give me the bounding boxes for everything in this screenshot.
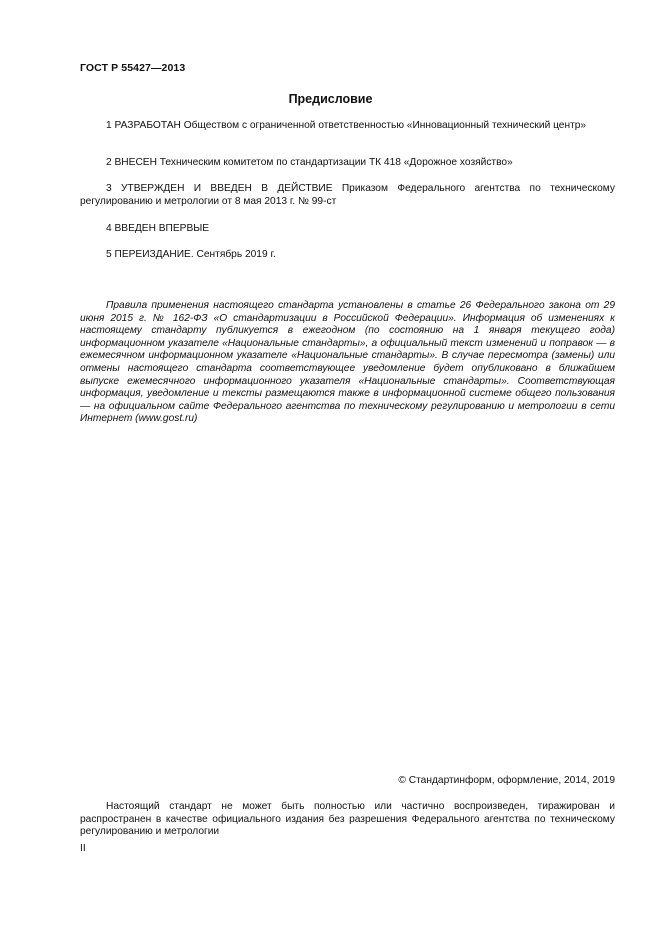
- section-title: Предисловие: [288, 92, 373, 106]
- standard-code: ГОСТ Р 55427—2013: [80, 62, 186, 74]
- foreword-item-3: [80, 183, 615, 208]
- foreword-item-5: [80, 249, 615, 262]
- foreword-item-1: [80, 120, 615, 133]
- foreword-item-text: 3 УТВЕРЖДЕН И ВВЕДЕН В ДЕЙСТВИЕ Приказом Федерального агентства по техническому регулированию и метрологии от 8 мая 2013 г. № 99-ст: [80, 183, 615, 207]
- page-number: II: [80, 843, 86, 854]
- copyright-line: © Стандартинформ, оформление, 2014, 2019: [398, 775, 615, 786]
- foreword-item-2: [80, 157, 615, 170]
- application-notice: [80, 300, 615, 426]
- foreword-item-text: 2 ВНЕСЕН Техническим комитетом по стандартизации ТК 418 «Дорожное хозяйство»: [106, 157, 513, 168]
- foreword-item-text: 5 ПЕРЕИЗДАНИЕ. Сентябрь 2019 г.: [106, 249, 276, 260]
- rights-notice: [80, 801, 615, 839]
- foreword-item-4: [80, 223, 615, 236]
- notice-text: Правила применения настоящего стандарта установлены в статье 26 Федерального закона от 29 июня 2015 г. № 162-ФЗ «О стандартизации в Российской Федерации». Информация об изменениях к настоящему стандарту публикуется в ежегодном (по состоянию на 1 января текущего года) информационном указателе «Национальные стандарты», а официальный текст изменений и поправок — в ежемесячном информационном указателе «Национальные стандарты». В случае пересмотра (замены) или отмены настоящего стандарта соответствующее уведомление будет опубликовано в ближайшем выпуске ежемесячного информационного указателя «Национальные стандарты». Соответствующая информация, уведомление и тексты размещаются также в информационной системе общего пользования — на официальном сайте Федерального агентства по техническому регулированию и метрологии в сети Интернет (www.gost.ru): [80, 300, 615, 425]
- foreword-item-text: 1 РАЗРАБОТАН Обществом с ограниченной ответственностью «Инновационный технический центр»: [106, 120, 587, 131]
- rights-text: Настоящий стандарт не может быть полностью или частично воспроизведен, тиражирован и распространен в качестве официального издания без разрешения Федерального агентства по техническому регулированию и метрологии: [80, 801, 615, 838]
- foreword-item-text: 4 ВВЕДЕН ВПЕРВЫЕ: [106, 223, 210, 234]
